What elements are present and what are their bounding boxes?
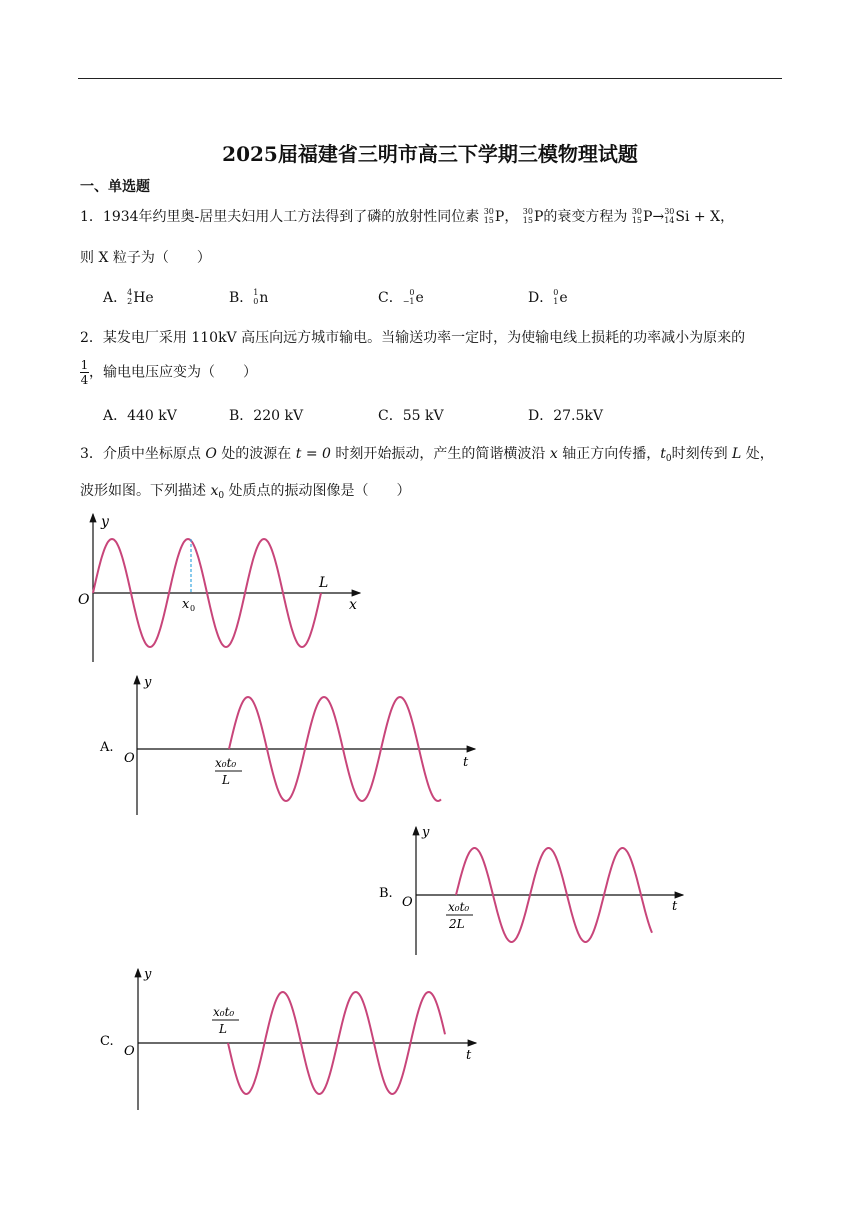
question-1-line-1: 1．1934年约里奥-居里夫妇用人工方法得到了磷的放射性同位素 30 15 P， 30 15 P的衰变方程为 30 15 P→ 30 14 Si + X， xyxy=(80,207,735,225)
nuclide-p30: 30 15 P xyxy=(631,207,653,225)
page-title: 2025届福建省三明市高三下学期三模物理试题 xyxy=(222,142,638,166)
question-2-line-1: 2．某发电厂采用 110kV 高压向远方城市输电。当输送功率一定时，为使输电线上损耗的功率减小为原来的 xyxy=(80,330,746,346)
question-1-line-2: 则 X 粒子为（ ） xyxy=(80,250,211,266)
y-label: y xyxy=(144,675,152,690)
t-label: t xyxy=(463,755,469,770)
fraction-one-quarter: $\frac{1}{4}$ xyxy=(80,358,89,387)
q1-x-particle: + X xyxy=(693,209,721,225)
question-3-line-1: 3．介质中坐标原点 O 处的波源在 t = 0 时刻开始振动，产生的简谐横波沿 x 轴正方向传播，$t_0$时刻传到 L 处， xyxy=(80,446,774,464)
origin-label: O xyxy=(78,592,90,608)
fraction-numerator: x₀t₀ xyxy=(215,756,237,770)
origin-label: O xyxy=(402,895,413,910)
q1-option-c[interactable]: C． 0 −1 e xyxy=(378,288,424,306)
fraction-numerator: x₀t₀ xyxy=(213,1005,235,1019)
q1-option-a[interactable]: A． 4 2 He xyxy=(103,288,154,306)
nuclide-si30: 30 14 Si xyxy=(664,207,690,225)
option-b-label: B. xyxy=(379,886,393,901)
q1-text-mid: 的衰变方程为 xyxy=(543,209,628,225)
q2-option-b[interactable]: B．220 kV xyxy=(229,408,304,424)
x-label: x xyxy=(349,597,357,613)
section-heading: 一、单选题 xyxy=(80,179,150,195)
fraction-denominator: 2L xyxy=(449,917,465,931)
q2-option-c[interactable]: C．55 kV xyxy=(378,408,444,424)
option-a-graph[interactable] xyxy=(99,675,475,815)
L-label: L xyxy=(319,575,329,591)
option-a-label: A. xyxy=(100,740,114,755)
q2-option-a[interactable]: A．440 kV xyxy=(103,408,177,424)
y-label: y xyxy=(422,825,430,840)
option-c-graph[interactable] xyxy=(100,967,476,1110)
y-label: y xyxy=(101,514,109,530)
fraction-denominator: L xyxy=(222,773,230,787)
origin-label: O xyxy=(124,1044,135,1059)
x0-subscript: 0 xyxy=(190,604,196,613)
nuclide-p30: 30 15 P xyxy=(522,207,544,225)
option-c-label: C. xyxy=(100,1034,114,1049)
q1-text: 1．1934年约里奥-居里夫妇用人工方法得到了磷的放射性同位素 xyxy=(80,209,480,225)
t-label: t xyxy=(466,1048,472,1063)
nuclide-p30: 30 15 P xyxy=(483,207,505,225)
fraction-denominator: L xyxy=(219,1022,227,1036)
x0-label: x xyxy=(182,597,190,612)
q1-option-d[interactable]: D． 0 1 e xyxy=(528,288,568,306)
option-b-graph[interactable] xyxy=(379,825,683,955)
wave-graph xyxy=(78,514,360,662)
t-label: t xyxy=(672,899,678,914)
origin-label: O xyxy=(124,751,135,766)
y-label: y xyxy=(144,967,152,982)
question-2-line-2: $\frac{1}{4}$ ，输电电压应变为（ ） xyxy=(80,358,257,387)
q1-option-b[interactable]: B． 1 0 n xyxy=(229,288,269,306)
fraction-numerator: x₀t₀ xyxy=(448,900,470,914)
question-3-line-2: 波形如图。下列描述 $x_0$ 处质点的振动图像是（ ） xyxy=(80,483,411,501)
q2-option-d[interactable]: D．27.5kV xyxy=(528,408,603,424)
